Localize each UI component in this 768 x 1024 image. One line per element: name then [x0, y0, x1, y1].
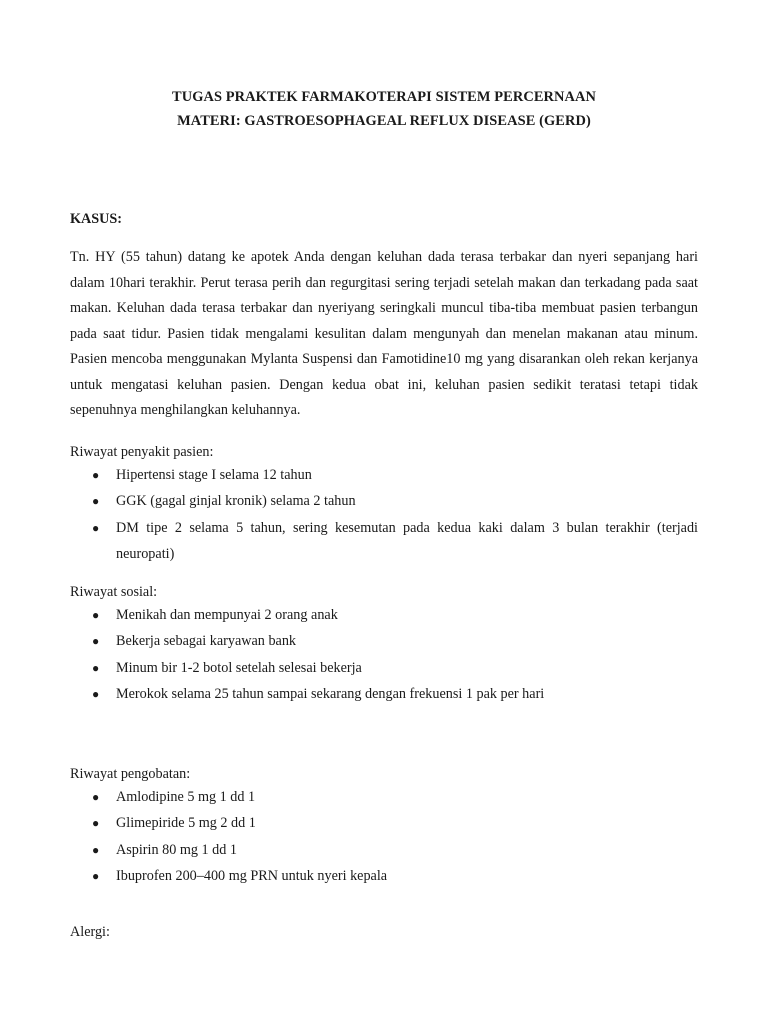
list-item-text: Minum bir 1-2 botol setelah selesai bekerja [116, 659, 362, 676]
bullet-icon: ● [92, 789, 100, 804]
list-item-text: Merokok selama 25 tahun sampai sekarang dengan frekuensi 1 pak per hari [116, 686, 545, 702]
list-item-text: Hipertensi stage I selama 12 tahun [116, 466, 312, 483]
list-item [70, 462, 698, 489]
list-item [70, 628, 698, 655]
bullet-icon: ● [92, 634, 100, 648]
bullet-icon: ● [92, 842, 100, 857]
list-item-text: Ibuprofen 200–400 mg PRN untuk nyeri kepala [116, 868, 388, 884]
riwayat-penyakit-heading: Riwayat penyakit pasien: [70, 443, 214, 460]
list-item [70, 681, 698, 708]
list-item-text: Glimepiride 5 mg 2 dd 1 [116, 815, 256, 831]
bullet-icon: ● [92, 869, 100, 883]
list-item [70, 602, 698, 629]
list-item [70, 863, 698, 890]
list-item [70, 837, 698, 864]
document-page [70, 85, 698, 942]
document-title-line-1: TUGAS PRAKTEK FARMAKOTERAPI SISTEM PERCERNAAN [172, 89, 596, 105]
bullet-icon: ● [92, 520, 100, 535]
list-item-text: GGK (gagal ginjal kronik) selama 2 tahun [116, 493, 356, 509]
riwayat-pengobatan-heading: Riwayat pengobatan: [70, 765, 191, 782]
list-item [70, 515, 698, 568]
case-description: Tn. HY (55 tahun) datang ke apotek Anda dengan keluhan dada terasa terbakar dan nyeri sepanjang hari dalam 10hari terakhir. Perut terasa perih dan regurgitasi sering terjadi setelah makan dan terkadang pada saat makan. Keluhan dada terasa terbakar dan nyeriyang seringkali muncul tiba-tiba membuat pasien terbangun pada saat tidur. Pasien tidak mengalami kesulitan dalam mengunyah dan menelan makanan atau minum. Pasien mencoba menggunakan Mylanta Suspensi dan Famotidine10 mg yang disarankan oleh rekan kerjanya untuk mengatasi keluhan pasien. Dengan kedua obat ini, keluhan pasien sedikit teratasi tetapi tidak sepenuhnya menghilangkan keluhannya. [70, 249, 698, 418]
riwayat-pengobatan-list [70, 784, 698, 890]
list-item-text: Menikah dan mempunyai 2 orang anak [116, 606, 338, 623]
bullet-icon: ● [92, 687, 100, 701]
list-item-text: DM tipe 2 selama 5 tahun, sering kesemutan pada kedua kaki dalam 3 bulan terakhir (terjadi neuropati) [116, 519, 698, 562]
list-item [70, 488, 698, 515]
riwayat-sosial-list [70, 602, 698, 708]
bullet-icon: ● [92, 607, 100, 622]
bullet-icon: ● [92, 660, 100, 675]
riwayat-sosial-heading: Riwayat sosial: [70, 583, 158, 600]
case-heading: KASUS: [70, 211, 123, 227]
list-item-text: Aspirin 80 mg 1 dd 1 [116, 841, 237, 858]
bullet-icon: ● [92, 467, 100, 482]
list-item [70, 655, 698, 682]
list-item [70, 810, 698, 837]
bullet-icon: ● [92, 494, 100, 508]
alergi-heading: Alergi: [70, 923, 110, 940]
list-item [70, 784, 698, 811]
list-item-text: Bekerja sebagai karyawan bank [116, 633, 297, 649]
riwayat-penyakit-list [70, 462, 698, 568]
list-item-text: Amlodipine 5 mg 1 dd 1 [116, 788, 256, 805]
bullet-icon: ● [92, 816, 100, 830]
document-title-line-2: MATERI: GASTROESOPHAGEAL REFLUX DISEASE (GERD) [177, 113, 591, 129]
